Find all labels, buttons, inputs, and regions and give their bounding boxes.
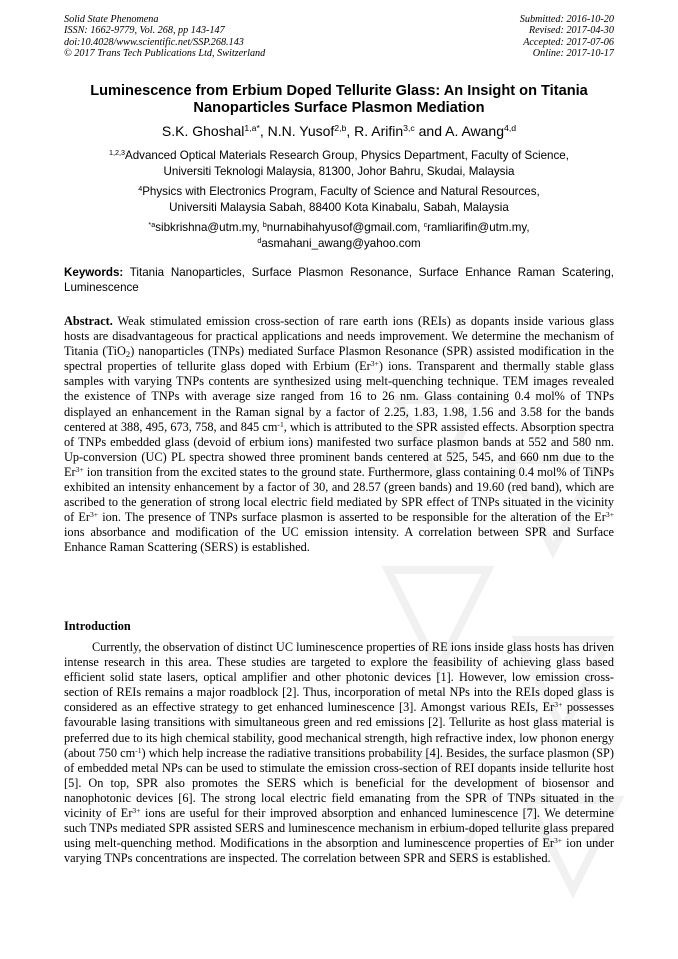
copyright-line: © 2017 Trans Tech Publications Ltd, Switzerland	[64, 48, 266, 60]
intro-sup-3: 3+	[132, 805, 141, 815]
keywords-block	[64, 265, 614, 296]
intro-text-5: ion under varying TNPs concentrations are inspected. The correlation between SPR and SERS is established.	[64, 836, 614, 866]
affiliation-2	[40, 184, 638, 215]
author-3: R. Arifin	[354, 123, 404, 139]
email-b-marker: b	[262, 220, 267, 230]
abstract-sup-1: 3+	[370, 359, 379, 369]
dates-info	[520, 14, 614, 60]
intro-sup-2: -1	[135, 745, 142, 755]
abstract-text-2: ) nanoparticles (TNPs) mediated Surface Plasmon Resonance (SPR) assisted modification in the spectral properties of tellurite glass doped with Erbium (Er	[64, 344, 614, 374]
email-a[interactable]: sibkrishna@utm.my	[155, 221, 257, 234]
email-c[interactable]: ramliarifin@utm.my	[427, 221, 527, 234]
intro-sup-1: 3+	[554, 700, 563, 710]
introduction-heading: Introduction	[64, 619, 131, 633]
abstract-block	[64, 314, 614, 556]
intro-text-3: ) which help increase the radiative transitions probability [4]. Besides, the surface plasmon (SP) of embedded metal NPs can be used to stimulate the emission cross-section of REI dopants inside tellurite host [5]. On top, SPR also promotes the SERS which is beneficial for the development of biosensor and nanophotonic devices [6]. The strong local electric field emanating from the SPR of TNPs situated in the vicinity of Er	[64, 745, 614, 821]
affiliation-2-marker: 4	[138, 184, 143, 194]
abstract-sup-4: 3+	[89, 510, 99, 520]
affiliation-1-line-2: Universiti Teknologi Malaysia, 81300, Johor Bahru, Skudai, Malaysia	[163, 164, 515, 178]
abstract-text-7: ions absorbance and modification of the UC emission intensity. A correlation between SPR and Surface Enhance Raman Scattering (SERS) is established.	[64, 525, 614, 555]
email-d[interactable]: asmahani_awang@yahoo.com	[261, 236, 421, 250]
email-a-marker: *a	[148, 220, 156, 230]
abstract-text-5: ion transition from the excited states to the ground state. Furthermore, glass containing 0.4 mol% of TiNPs exhibited an intensity enhancement by a factor of 30, and 28.57 (green bands) and 19.60 (red band), which are ascribed to the generation of strong local electric field mediated by SPR effect of TNPs situated in the vicinity of Er	[64, 464, 614, 525]
keywords-text: Titania Nanoparticles, Surface Plasmon Resonance, Surface Enhance Raman Scatering, Luminescence	[64, 266, 614, 295]
journal-info	[64, 14, 265, 60]
submitted-date: Submitted: 2016-10-20	[519, 14, 614, 25]
email-d-marker: d	[257, 235, 262, 245]
abstract-text-3: ) ions. Transparent and thermally stable glass samples with varying TNPs contents are synthesized using melt-quenching technique. TEM images revealed the existence of TNPs with average size ranged from 16 to 26 nm. Glass containing 0.4 mol% of TNPs displayed an enhancement in the Raman signal by a factor of 2.25, 1.83, 1.98, 1.56 and 3.58 for the bands centered at 388, 495, 673, 758, and 845 cm	[64, 359, 614, 434]
affiliation-2-line-1: Physics with Electronics Program, Faculty of Science and Natural Resources,	[142, 185, 540, 198]
affiliation-1	[40, 148, 638, 179]
title-line-1: Luminescence from Erbium Doped Tellurite Glass: An Insight on Titania	[90, 83, 588, 99]
abstract-text-4: , which is attributed to the SPR assisted effects. Absorption spectra of TNPs embedded glass (devoid of erbium ions) manifested two surface plasmon bands at 552 and 580 nm. Up-conversion (UC) PL spectra showed three prominent bands centered at 525, 545, and 660 nm due to the Er	[64, 419, 614, 479]
abstract-sup-5: 3+	[605, 510, 614, 520]
title-line-2: Nanoparticles Surface Plasmon Mediation	[193, 100, 485, 116]
author-2-affil: 2,b	[334, 123, 347, 134]
intro-sup-4: 3+	[553, 836, 563, 846]
author-1-affil: 1,a*	[244, 123, 260, 134]
email-c-marker: c	[423, 220, 428, 230]
affiliation-1-marker: 1,2,3	[109, 148, 125, 158]
intro-text-1: Currently, the observation of distinct UC luminescence properties of RE ions inside glass hosts has driven intense research in this area. These studies are targeted to explore the feasibility of achieving glass based efficient solid state lasers, optical amplifier and other photonic devices [1]. However, low emission cross-section of REIs remains a major roadblock [2]. Thus, incorporation of metal NPs into the REIs doped glass is considered as an effective strategy to get enhanced luminescence [3]. Amongst various REIs, Er	[64, 640, 614, 715]
abstract-label: Abstract.	[64, 314, 113, 328]
abstract-sup-3: 3+	[75, 464, 84, 474]
online-date: Online: 2017-10-17	[532, 48, 614, 60]
introduction-paragraph	[64, 640, 614, 866]
author-3-affil: 3,c	[403, 123, 415, 134]
author-4-affil: 4,d	[504, 123, 517, 134]
abstract-sub-1: 2	[125, 349, 131, 360]
author-conjunction: and	[418, 123, 442, 139]
email-block: $^{*a}$sibkrishna@utm.my, $^b$nurnabihahyusof@gmail.com, $^c$ramliarifin@utm.my, $^d$asmahani_awang@yahoo.com	[148, 220, 530, 250]
intro-text-4: ions are useful for their improved absorption and enhanced luminescence [7]. We determine such TNPs mediated SPR assisted SERS and luminescence mechanism in erbium-doped tellurite glass prepared using melt-quenching method. Modifications in the absorption and luminescence properties of Er	[64, 806, 614, 851]
revised-date: Revised: 2017-04-30	[528, 25, 614, 37]
abstract-text-1: Weak stimulated emission cross-section of rare earth ions (REIs) as dopants inside various glass hosts are disadvantageous for practical applications and needs improvement. We determine the mechanism of Titania (TiO	[64, 314, 614, 359]
paper-title	[40, 83, 638, 117]
affiliation-2-line-2: Universiti Malaysia Sabah, 88400 Kota Kinabalu, Sabah, Malaysia	[169, 200, 509, 214]
doi-line: doi:10.4028/www.scientific.net/SSP.268.143	[64, 36, 244, 48]
author-2: N.N. Yusof	[267, 123, 335, 139]
abstract-sup-2: -1	[277, 419, 284, 429]
journal-name: Solid State Phenomena	[64, 14, 159, 25]
accepted-date: Accepted: 2017-07-06	[523, 36, 614, 48]
intro-text-2: possesses favourable lasing transitions with simultaneous green and red emissions [2]. Tellurite as host glass material is preferred due to its high chemical stability, good mechanical strength, high refractive index, low phonon energy (about 750 cm	[64, 700, 614, 760]
author-4: A. Awang	[445, 123, 505, 139]
author-1: S.K. Ghoshal	[161, 123, 245, 139]
abstract-text-6: ion. The presence of TNPs surface plasmon is asserted to be responsible for the alteration of the Er	[98, 510, 606, 525]
author-list: S.K. Ghoshal$^{1,a*}$, N.N. Yusof$^{2,b}$, R. Arifin$^{3,c}$ and A. Awang$^{4,d}$	[161, 123, 517, 139]
email-b[interactable]: nurnabihahyusof@gmail.com	[266, 221, 418, 234]
issn-line: ISSN: 1662-9779, Vol. 268, pp 143-147	[64, 25, 225, 37]
affiliation-1-line-1: Advanced Optical Materials Research Group, Physics Department, Faculty of Science,	[125, 149, 569, 162]
keywords-label: Keywords:	[64, 266, 124, 279]
